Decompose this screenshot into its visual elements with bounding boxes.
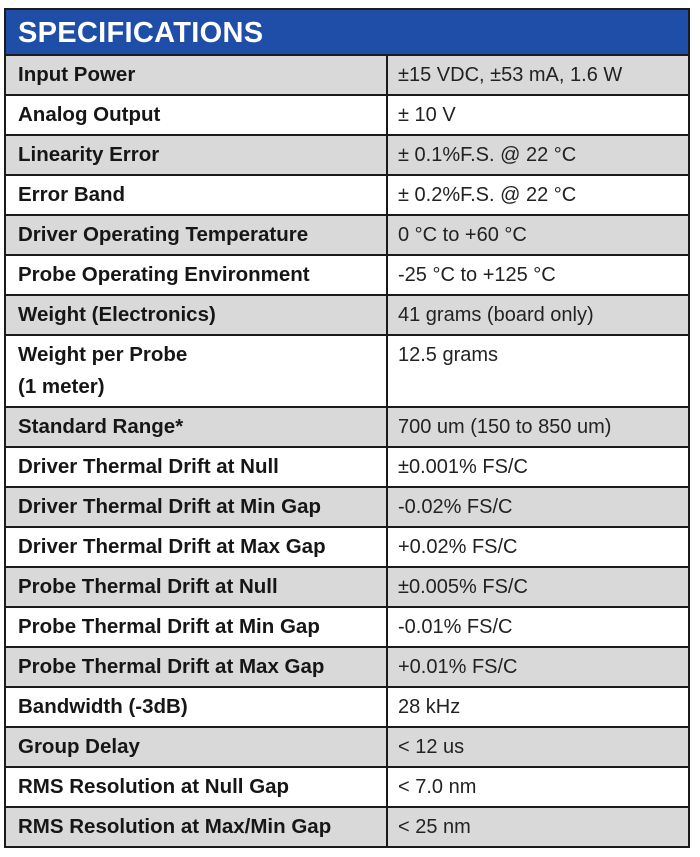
spec-label: RMS Resolution at Null Gap bbox=[6, 768, 388, 806]
spec-label: Driver Operating Temperature bbox=[6, 216, 388, 254]
spec-value: < 25 nm bbox=[398, 816, 471, 838]
table-row bbox=[6, 528, 688, 568]
table-row bbox=[6, 568, 688, 608]
table-row bbox=[6, 448, 688, 488]
spec-value: ± 0.2%F.S. @ 22 °C bbox=[398, 184, 577, 206]
table-row bbox=[6, 56, 688, 96]
table-row bbox=[6, 296, 688, 336]
table-row bbox=[6, 408, 688, 448]
table-row bbox=[6, 96, 688, 136]
table-row bbox=[6, 808, 688, 846]
spec-value: -0.01% FS/C bbox=[398, 616, 513, 638]
table-row bbox=[6, 688, 688, 728]
table-row bbox=[6, 256, 688, 296]
table-row bbox=[6, 216, 688, 256]
spec-value: 12.5 grams bbox=[398, 344, 499, 366]
spec-label: Standard Range* bbox=[6, 408, 388, 446]
spec-value: -25 °C to +125 °C bbox=[398, 264, 556, 286]
spec-value: ± 0.1%F.S. @ 22 °C bbox=[398, 144, 577, 166]
spec-label: Input Power bbox=[6, 56, 388, 94]
spec-label: Driver Thermal Drift at Max Gap bbox=[6, 528, 388, 566]
table-row bbox=[6, 728, 688, 768]
spec-label: Weight per Probe (1 meter) bbox=[6, 336, 388, 406]
spec-label: Linearity Error bbox=[6, 136, 388, 174]
spec-value: 0 °C to +60 °C bbox=[398, 224, 527, 246]
spec-label: Bandwidth (-3dB) bbox=[6, 688, 388, 726]
spec-value: ±15 VDC, ±53 mA, 1.6 W bbox=[398, 64, 623, 86]
spec-label: Probe Thermal Drift at Null bbox=[6, 568, 388, 606]
spec-label: Driver Thermal Drift at Min Gap bbox=[6, 488, 388, 526]
spec-label: Probe Operating Environment bbox=[6, 256, 388, 294]
table-title: SPECIFICATIONS bbox=[6, 10, 688, 56]
table-row bbox=[6, 648, 688, 688]
table-row bbox=[6, 488, 688, 528]
spec-value: ±0.001% FS/C bbox=[398, 456, 528, 478]
spec-value: +0.01% FS/C bbox=[398, 656, 518, 678]
spec-value: +0.02% FS/C bbox=[398, 536, 518, 558]
spec-label: Probe Thermal Drift at Min Gap bbox=[6, 608, 388, 646]
spec-label: Error Band bbox=[6, 176, 388, 214]
spec-value: 28 kHz bbox=[398, 696, 461, 718]
spec-label: RMS Resolution at Max/Min Gap bbox=[6, 808, 388, 846]
spec-value: < 7.0 nm bbox=[398, 776, 477, 798]
spec-label: Analog Output bbox=[6, 96, 388, 134]
table-row bbox=[6, 336, 688, 408]
spec-label: Weight (Electronics) bbox=[6, 296, 388, 334]
table-row bbox=[6, 136, 688, 176]
spec-label: Group Delay bbox=[6, 728, 388, 766]
table-row bbox=[6, 176, 688, 216]
specifications-table bbox=[4, 8, 690, 848]
spec-value: 41 grams (board only) bbox=[398, 304, 594, 326]
table-row bbox=[6, 768, 688, 808]
spec-label: Driver Thermal Drift at Null bbox=[6, 448, 388, 486]
spec-value: ±0.005% FS/C bbox=[398, 576, 528, 598]
table-row bbox=[6, 608, 688, 648]
spec-value: -0.02% FS/C bbox=[398, 496, 513, 518]
spec-value: 700 um (150 to 850 um) bbox=[398, 416, 612, 438]
spec-value: ± 10 V bbox=[398, 104, 456, 126]
spec-label: Probe Thermal Drift at Max Gap bbox=[6, 648, 388, 686]
spec-rows bbox=[6, 56, 688, 846]
spec-value: < 12 us bbox=[398, 736, 465, 758]
